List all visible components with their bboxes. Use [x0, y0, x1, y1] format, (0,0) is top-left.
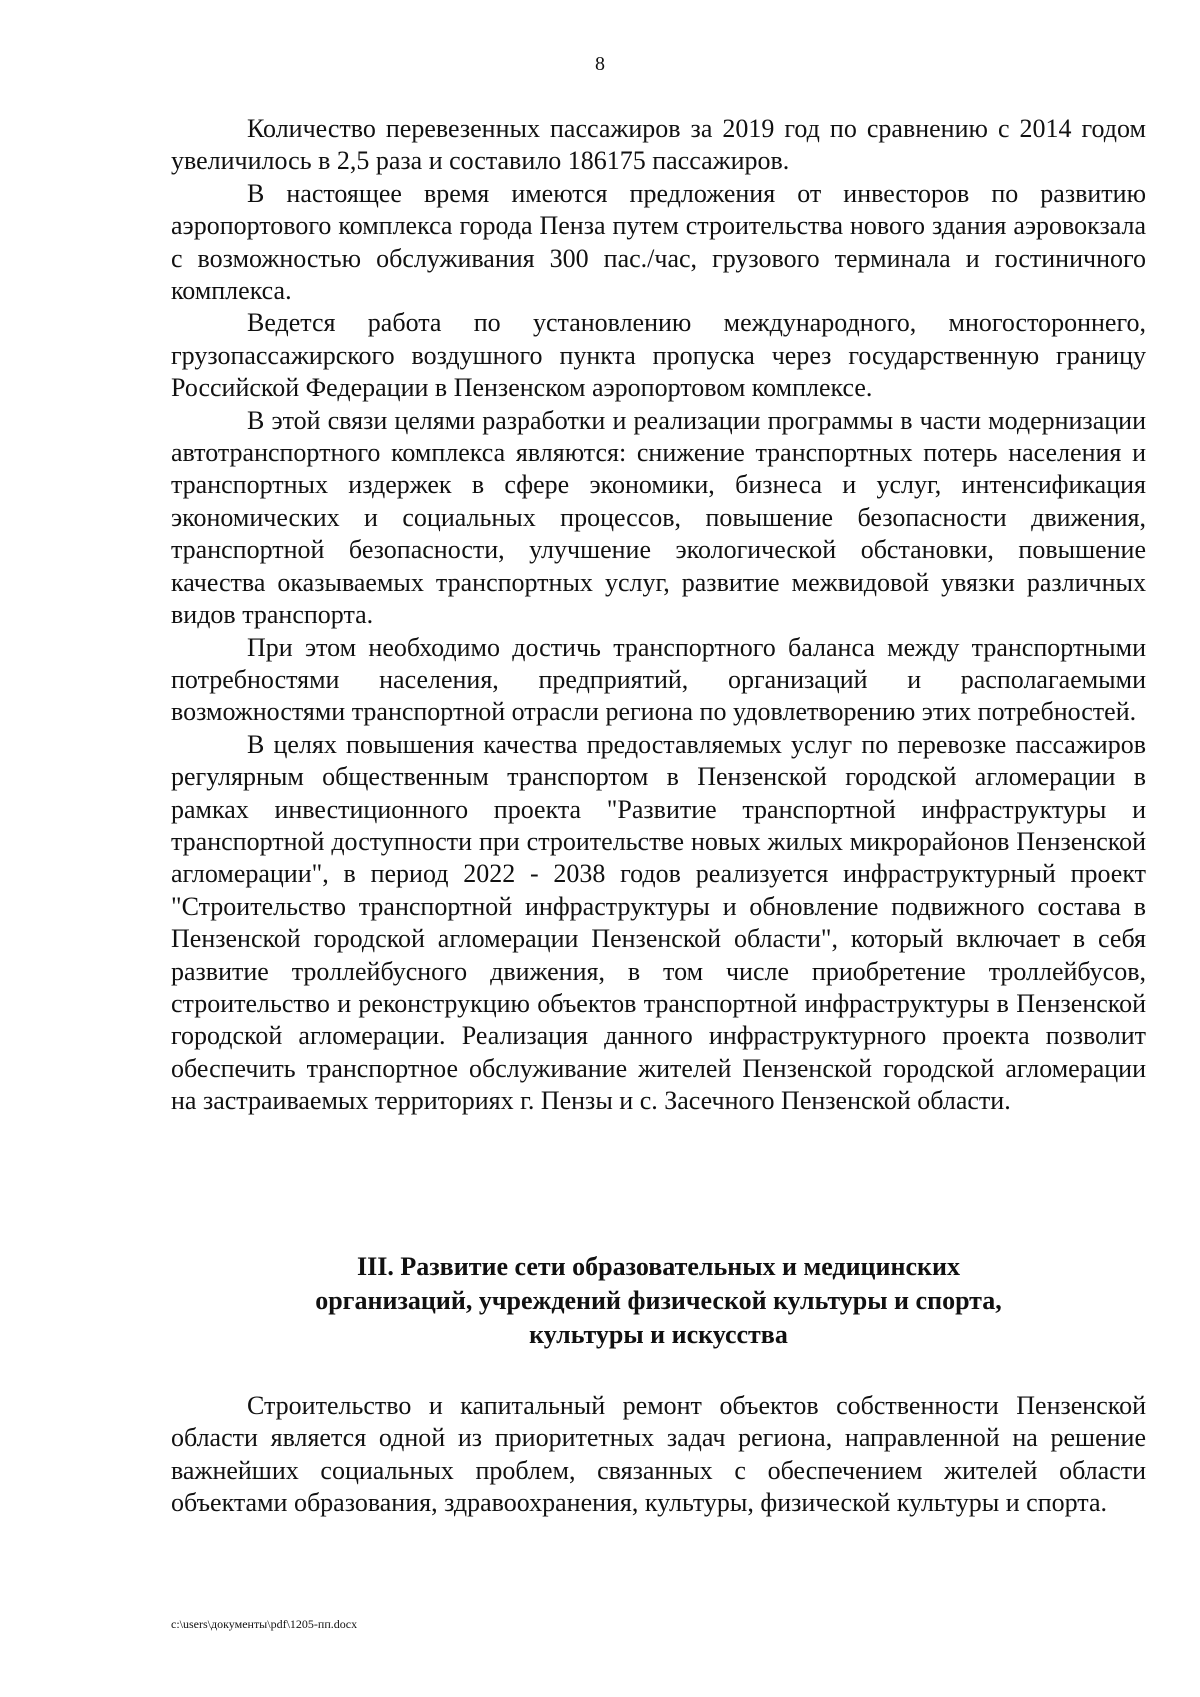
- footer-file-path: c:\users\документы\pdf\1205-пп.docx: [171, 1617, 358, 1631]
- paragraph: Ведется работа по установлению международного, многостороннего, грузопассажирского воздушного пункта пропуска через государственную границу Российской Федерации в Пензенском аэропортовом комплексе.: [171, 308, 1146, 403]
- document-body: [171, 113, 1146, 1118]
- section-heading-line: организаций, учреждений физической культуры и спорта,: [315, 1286, 1002, 1315]
- paragraph: В целях повышения качества предоставляемых услуг по перевозке пассажиров регулярным общественным транспортом в Пензенской городской агломерации в рамках инвестиционного проекта "Развитие транспортной инфраструктуры и транспортной доступности при строительстве новых жилых микрорайонов Пензенской агломерации", в период 2022 - 2038 годов реализуется инфраструктурный проект "Строительство транспортной инфраструктуры и обновление подвижного состава в Пензенской городской агломерации Пензенской области", который включает в себя развитие троллейбусного движения, в том числе приобретение троллейбусов, строительство и реконструкцию объектов транспортной инфраструктуры в Пензенской городской агломерации. Реализация данного инфраструктурного проекта позволит обеспечить транспортное обслуживание жителей Пензенской городской агломерации на застраиваемых территориях г. Пензы и с. Засечного Пензенской области.: [171, 729, 1146, 1116]
- paragraph: В настоящее время имеются предложения от инвесторов по развитию аэропортового комплекса города Пенза путем строительства нового здания аэровокзала с возможностью обслуживания 300 пас./час, грузового терминала и гостиничного комплекса.: [171, 178, 1146, 306]
- section-heading: [171, 1250, 1146, 1352]
- paragraph: Строительство и капитальный ремонт объектов собственности Пензенской области является одной из приоритетных задач региона, направленной на решение важнейших социальных проблем, связанных с обеспечением жителей области объектами образования, здравоохранения, культуры, физической культуры и спорта.: [171, 1391, 1146, 1518]
- paragraph: Количество перевезенных пассажиров за 2019 год по сравнению с 2014 годом увеличилось в 2,5 раза и составило 186175 пассажиров.: [171, 114, 1146, 176]
- paragraph: В этой связи целями разработки и реализации программы в части модернизации автотранспортного комплекса являются: снижение транспортных потерь населения и транспортных издержек в сфере экономики, бизнеса и услуг, интенсификация экономических и социальных процессов, повышение безопасности движения, транспортной безопасности, улучшение экологической обстановки, повышение качества оказываемых транспортных услуг, развитие межвидовой увязки различных видов транспорта.: [171, 405, 1146, 630]
- section-heading-line: культуры и искусства: [529, 1320, 788, 1349]
- section-heading-line: III. Развитие сети образовательных и медицинских: [356, 1252, 960, 1281]
- section-body: [171, 1390, 1146, 1520]
- paragraph: При этом необходимо достичь транспортного баланса между транспортными потребностями населения, предприятий, организаций и располагаемыми возможностями транспортной отрасли региона по удовлетворению этих потребностей.: [171, 632, 1146, 727]
- page-number: 8: [595, 53, 605, 75]
